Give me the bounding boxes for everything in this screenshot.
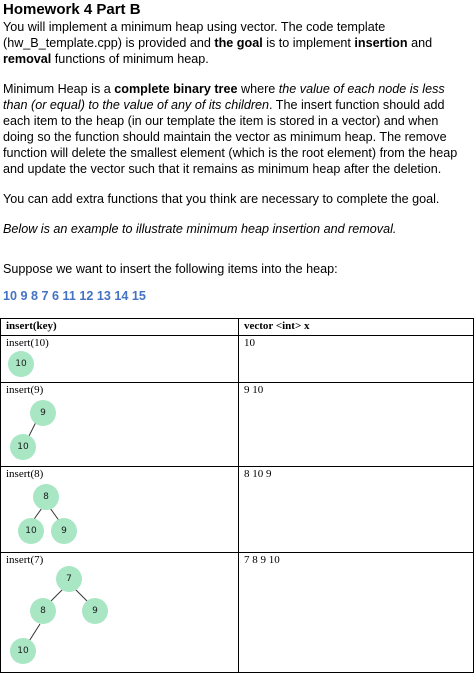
extra-functions-paragraph: You can add extra functions that you think are necessary to complete the goal. <box>3 192 440 206</box>
heap-tree <box>6 396 233 462</box>
insert-op-label: insert(7) <box>6 554 44 566</box>
insert-cell <box>1 553 239 673</box>
heap-node: 8 <box>33 484 59 510</box>
insert-cell <box>1 336 239 383</box>
suppose-paragraph: Suppose we want to insert the following items into the heap: <box>3 262 338 276</box>
table-row <box>1 336 474 383</box>
heap-node: 10 <box>10 434 36 460</box>
table-row <box>1 383 474 467</box>
document-page <box>3 0 471 304</box>
heap-node: 9 <box>51 518 77 544</box>
table-row <box>1 553 474 673</box>
intro-paragraph: You will implement a minimum heap using vector. The code template (hw_B_template.cpp) is provided and the goal is to implement insertion and removal functions of minimum heap. <box>3 20 433 66</box>
vector-cell: 7 8 9 10 <box>239 553 474 673</box>
insert-cell <box>1 467 239 553</box>
heap-node: 10 <box>18 518 44 544</box>
table-header-row <box>1 319 474 336</box>
insert-op-label: insert(10) <box>6 337 49 349</box>
heap-tree <box>6 349 233 379</box>
heap-tree <box>6 566 233 668</box>
heap-node: 10 <box>10 638 36 664</box>
vector-cell: 8 10 9 <box>239 467 474 553</box>
heap-description-paragraph: Minimum Heap is a complete binary tree where the value of each node is less than (or equal) to the value of any of its children. The insert function should add each item to the heap (in our template the item is stored in a vector) and when doing so the function should maintain the vector as minimum heap. The remove function will delete the smallest element (which is the root element) from the heap and update the vector such that it remains as minimum heap after the deletion. <box>3 82 458 176</box>
heap-node: 10 <box>8 351 34 377</box>
vector-cell: 10 <box>239 336 474 383</box>
heap-node: 9 <box>30 400 56 426</box>
header-vector: vector <int> x <box>239 319 474 336</box>
heap-tree <box>6 480 233 548</box>
heap-example-table <box>0 318 474 673</box>
insert-cell <box>1 383 239 467</box>
heap-node: 9 <box>82 598 108 624</box>
vector-cell: 9 10 <box>239 383 474 467</box>
header-insert-key: insert(key) <box>1 319 239 336</box>
insert-op-label: insert(9) <box>6 384 44 396</box>
insert-sequence: 10 9 8 7 6 11 12 13 14 15 <box>3 289 146 303</box>
page-title: Homework 4 Part B <box>3 1 141 18</box>
heap-node: 7 <box>56 566 82 592</box>
heap-node: 8 <box>30 598 56 624</box>
insert-op-label: insert(8) <box>6 468 44 480</box>
example-intro-paragraph: Below is an example to illustrate minimum heap insertion and removal. <box>3 222 397 236</box>
table-row <box>1 467 474 553</box>
